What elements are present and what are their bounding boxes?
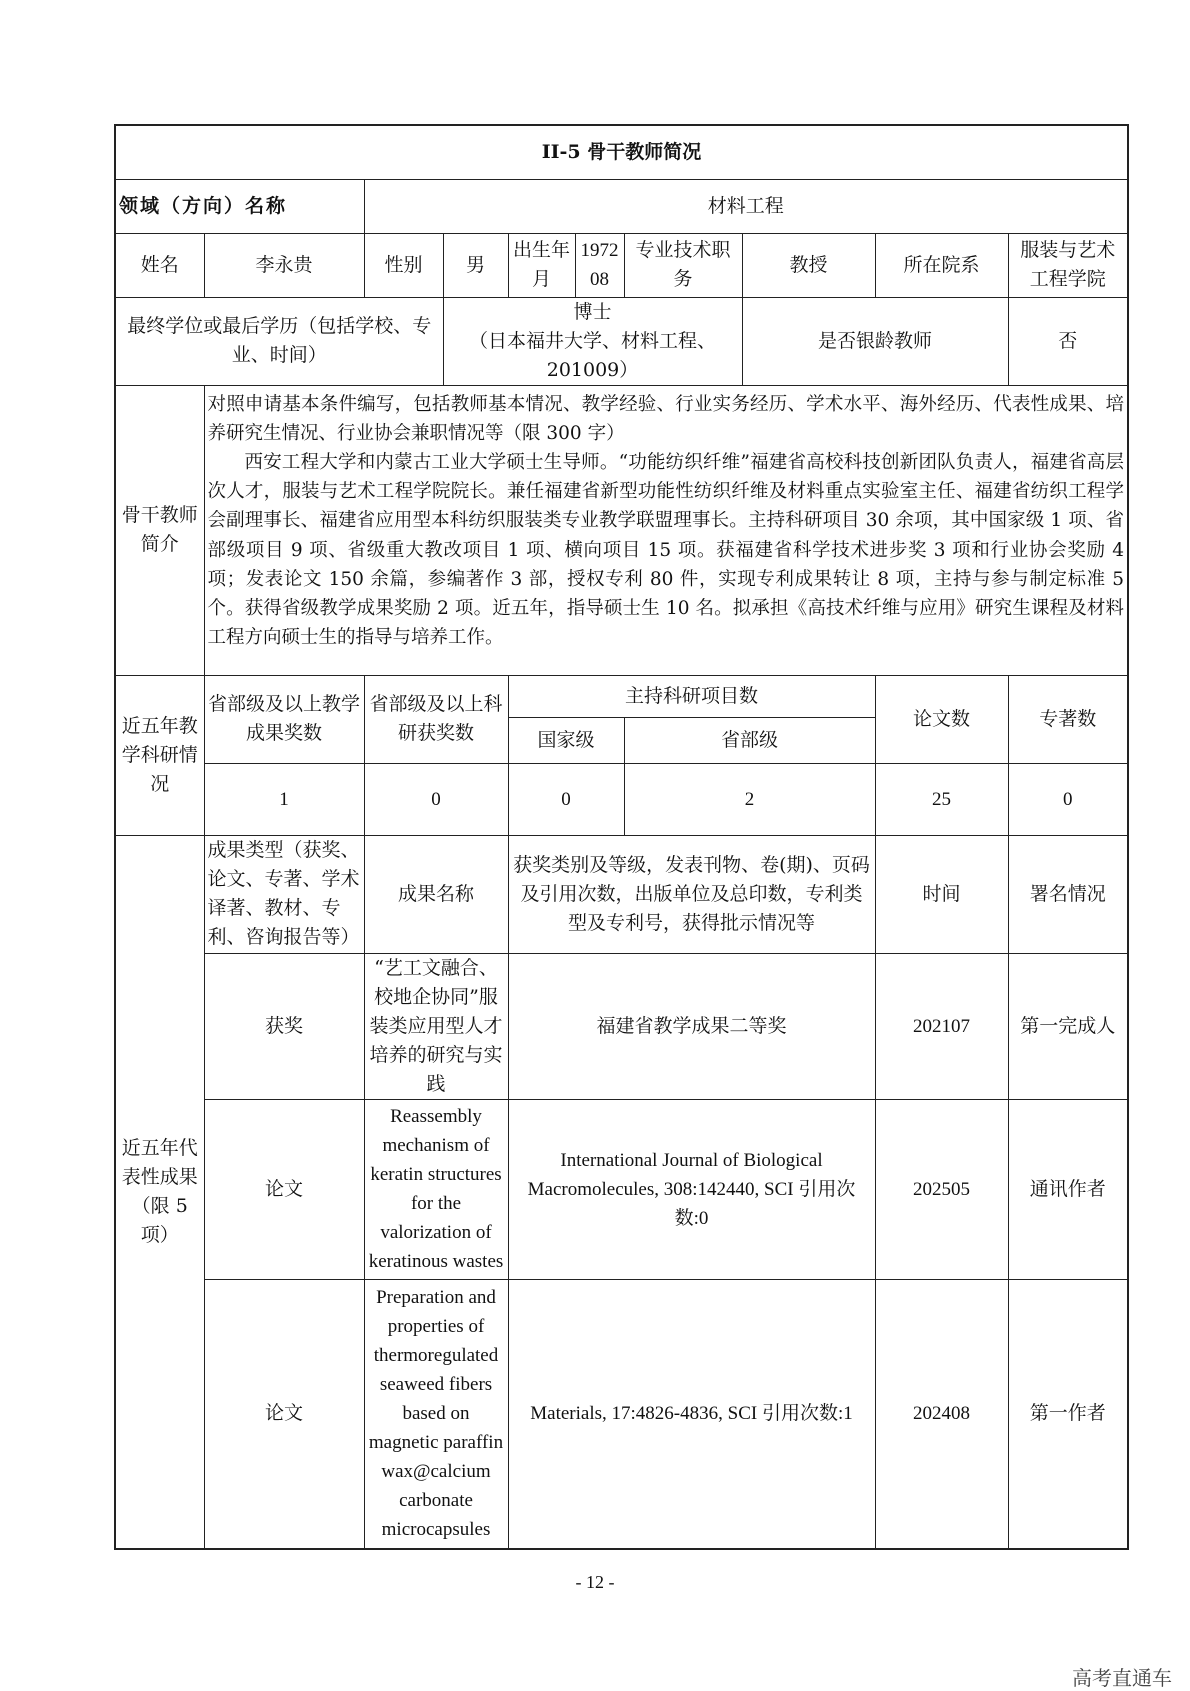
degree-value-line2: （日本福井大学、材料工程、201009） (468, 329, 716, 381)
result-type: 论文 (204, 1099, 364, 1279)
result-type: 获奖 (204, 953, 364, 1099)
table-row (115, 953, 1128, 1099)
dept-label: 所在院系 (875, 233, 1008, 297)
result-sign: 第一作者 (1008, 1279, 1128, 1549)
degree-value-line1: 博士 (573, 300, 612, 323)
results-header-detail: 获奖类别及等级，发表刊物、卷(期)、页码及引用次数，出版单位及总印数，专利类型及专利号，获得批示情况等 (508, 835, 875, 953)
results-header-type: 成果类型（获奖、论文、专著、学术译著、教材、专利、咨询报告等） (204, 835, 364, 953)
intro-text: 西安工程大学和内蒙古工业大学硕士生导师。“功能纺织纤维”福建省高校科技创新团队负责人，福建省高层次人才，服装与艺术工程学院院长。兼任福建省新型功能性纺织纤维及材料重点实验室主任、福建省纺织工程学会副理事长、福建省应用型本科纺织服装类专业教学联盟理事长。主持科研项目 30 余项，其中国家级 1 项、省部级项目 9 项、省级重大教改项目 1 项、横向项目 15 项。获福建省科学技术进步奖 3 项和行业协会奖励 4 项；发表论文 150 余篇，参编著作 3 部，授权专利 80 件，实现专利成果转让 8 项，主持与参与制定标准 5 个。获得省级教学成果奖励 2 项。近五年，指导硕士生 10 名。拟承担《高技术纤维与应用》研究生课程及材料工程方向硕士生的指导与培养工作。 (207, 451, 1124, 649)
result-name: “艺工文融合、校地企协同”服装类应用型人才培养的研究与实践 (364, 953, 508, 1099)
intro-instruction: 对照申请基本条件编写，包括教师基本情况、教学经验、行业实务经历、学术水平、海外经历、代表性成果、培养研究生情况、行业协会兼职情况等（限 300 字） (207, 393, 1124, 444)
stats-value-books: 0 (1008, 763, 1128, 835)
stats-header-papers: 论文数 (875, 675, 1008, 763)
results-header-sign: 署名情况 (1008, 835, 1128, 953)
gender-label: 性别 (364, 233, 443, 297)
birth-label: 出生年月 (508, 233, 575, 297)
name-label: 姓名 (115, 233, 204, 297)
dept-value: 服装与艺术工程学院 (1008, 233, 1128, 297)
field-label: 领域（方向）名称 (115, 179, 364, 233)
result-time: 202505 (875, 1099, 1008, 1279)
gender-value: 男 (443, 233, 508, 297)
result-detail: Materials, 17:4826-4836, SCI 引用次数:1 (508, 1279, 875, 1549)
result-sign: 通讯作者 (1008, 1099, 1128, 1279)
silver-value: 否 (1008, 297, 1128, 385)
application-form (114, 124, 1124, 1550)
degree-label: 最终学位或最后学历（包括学校、专业、时间） (115, 297, 443, 385)
degree-value (443, 297, 742, 385)
results-label: 近五年代表性成果（限 5 项） (115, 835, 204, 1549)
stats-header-teaching: 省部级及以上教学成果奖数 (204, 675, 364, 763)
result-detail: 福建省教学成果二等奖 (508, 953, 875, 1099)
title-value: 教授 (742, 233, 875, 297)
table-row (115, 1099, 1128, 1279)
result-name: Reassembly mechanism of keratin structures for the valorization of keratinous wastes (364, 1099, 508, 1279)
stats-header-books: 专著数 (1008, 675, 1128, 763)
silver-label: 是否银龄教师 (742, 297, 1008, 385)
stats-value-national: 0 (508, 763, 624, 835)
results-header-time: 时间 (875, 835, 1008, 953)
result-type: 论文 (204, 1279, 364, 1549)
intro-label: 骨干教师简介 (115, 385, 204, 675)
stats-value-papers: 25 (875, 763, 1008, 835)
birth-value: 197208 (575, 233, 624, 297)
stats-value-research: 0 (364, 763, 508, 835)
teacher-profile-table (114, 124, 1129, 1550)
name-value: 李永贵 (204, 233, 364, 297)
result-time: 202107 (875, 953, 1008, 1099)
title-label: 专业技术职 务 (624, 233, 742, 297)
result-time: 202408 (875, 1279, 1008, 1549)
section-title: II-5 骨干教师简况 (115, 125, 1128, 179)
result-name: Preparation and properties of thermoregulated seaweed fibers based on magnetic paraffin wax@calcium carbonate microcapsules (364, 1279, 508, 1549)
result-sign: 第一完成人 (1008, 953, 1128, 1099)
field-value: 材料工程 (364, 179, 1128, 233)
stats-value-provincial: 2 (624, 763, 875, 835)
results-header-name: 成果名称 (364, 835, 508, 953)
stats-header-projects: 主持科研项目数 (508, 675, 875, 717)
page-number: - 12 - (575, 1572, 615, 1592)
stats-header-provincial: 省部级 (624, 717, 875, 763)
stats-value-teaching: 1 (204, 763, 364, 835)
table-row (115, 1279, 1128, 1549)
stats-label: 近五年教学科研情况 (115, 675, 204, 835)
intro-content (204, 385, 1128, 675)
watermark: 高考直通车 (1072, 1666, 1172, 1690)
stats-header-research: 省部级及以上科研获奖数 (364, 675, 508, 763)
result-detail: International Journal of Biological Macromolecules, 308:142440, SCI 引用次数:0 (508, 1099, 875, 1279)
stats-header-national: 国家级 (508, 717, 624, 763)
